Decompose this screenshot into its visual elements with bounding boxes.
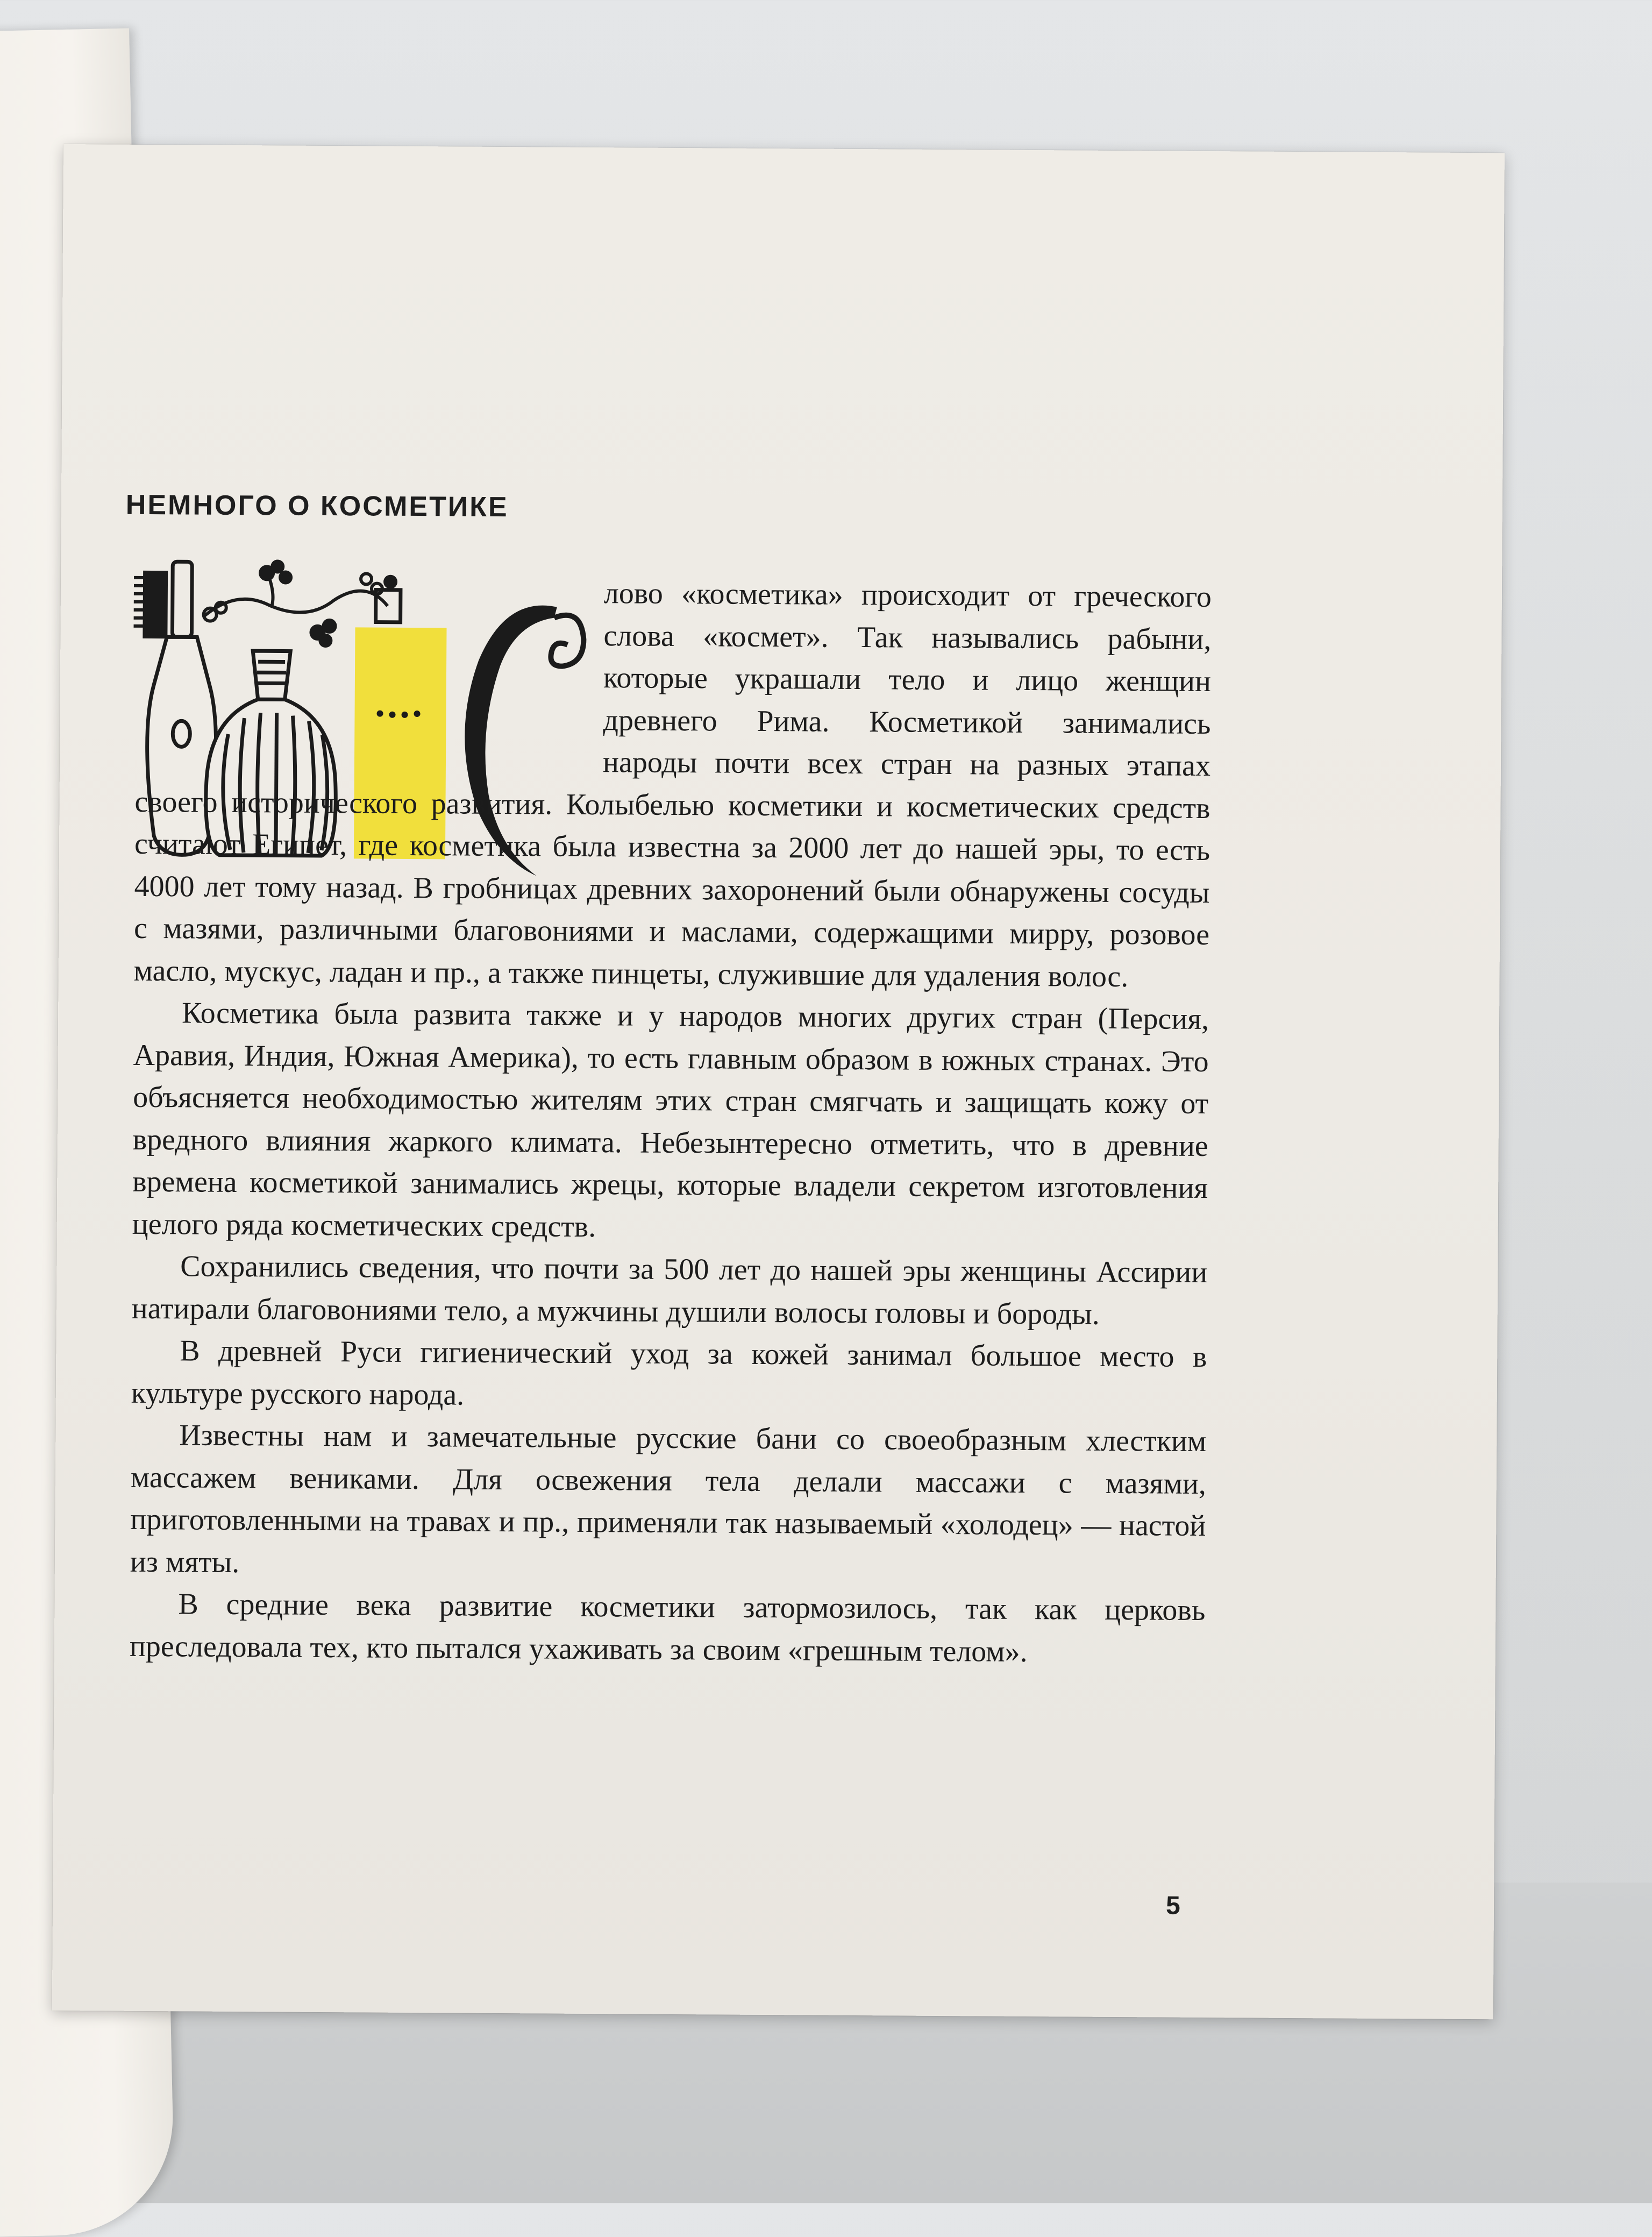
- paragraph-1-text: лово «косметика» происходит от греческого слова «космет». Так назывались рабыни, которые украшали тело и лицо женщин древнего Рима. Косметикой занимались народы почти всех стран на разных этапах своего исторического развития. Колыбелью косметики и косметических средств считают Египет, где косметика была известна за 2000 лет до нашей эры, то есть 4000 лет тому назад. В гробницах древних захоронений были обнаружены сосуды с мазями, различными благовониями и маслами, содержащими мирру, розовое масло, мускус, ладан и пр., а также пинцеты, служившие для удаления волос.: [133, 577, 1212, 993]
- article-body: [130, 570, 1212, 1674]
- book-page: [52, 144, 1505, 2019]
- paragraph-4: В древней Руси гигиенический уход за кожей занимал большое место в культуре русского народа.: [131, 1330, 1207, 1421]
- paragraph-3: Сохранились сведения, что почти за 500 лет до нашей эры женщины Ассирии натирали благовониями тело, а мужчины душили волосы головы и бороды.: [132, 1245, 1208, 1336]
- illustration-wrap-space: [135, 570, 604, 783]
- paragraph-2: Косметика была развита также и у народов многих других стран (Персия, Аравия, Индия, Южная Америка), то есть главным образом в южных странах. Это объясняется необходимостью жителям этих стран смягчать и защищать кожу от вредного влияния жаркого климата. Небезынтересно отметить, что в древние времена косметикой занимались жрецы, которые владели секретом изготовления целого ряда косметических средств.: [132, 992, 1209, 1252]
- page-number: 5: [1166, 1891, 1180, 1921]
- paragraph-5: Известны нам и замечательные русские бани со своеобразным хлестким массажем вениками. Для освежения тела делали массажи с мазями, приготовленными на травах и пр., применяли так называемый «холодец» — настой из мяты.: [130, 1414, 1207, 1589]
- paragraph-1: [133, 570, 1212, 998]
- section-title: НЕМНОГО О КОСМЕТИКЕ: [126, 489, 509, 523]
- paragraph-6: В средние века развитие косметики затормозилось, так как церковь преследовала тех, кто пытался ухаживать за своим «грешным телом».: [130, 1583, 1206, 1674]
